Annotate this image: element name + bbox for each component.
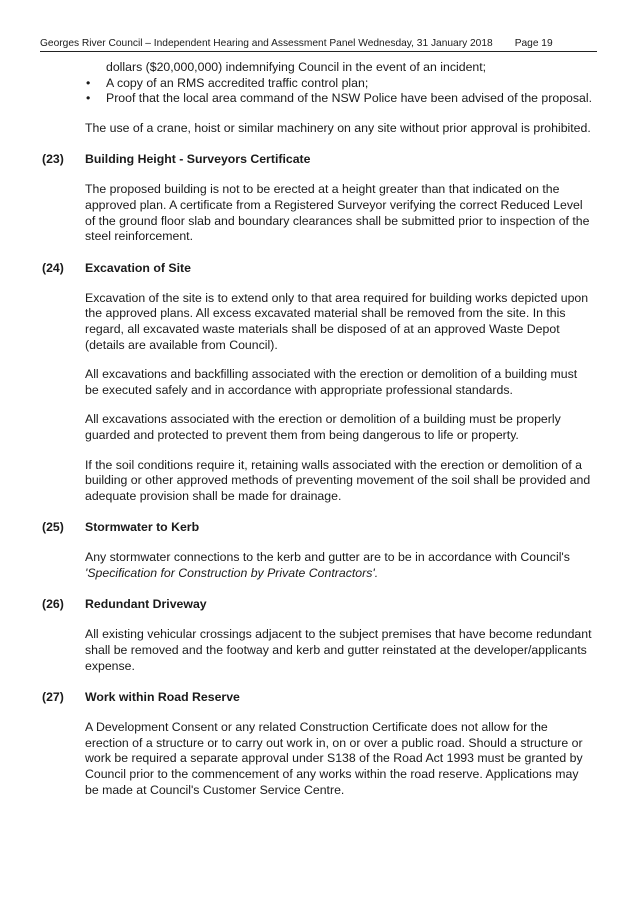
section-title: Redundant Driveway — [85, 597, 207, 612]
section-paragraph: All excavations associated with the erection or demolition of a building must be properly guarded and protected to prevent them from being dangerous to life or property. — [85, 412, 561, 442]
section-heading-23 — [42, 152, 592, 168]
section-title: Excavation of Site — [85, 260, 191, 275]
bullet-icon: • — [86, 75, 91, 90]
section-number: (27) — [42, 690, 64, 705]
section-paragraph: All excavations and backfilling associated with the erection or demolition of a building must be executed safely and in accordance with appropriate professional standards. — [85, 367, 578, 397]
section-title: Work within Road Reserve — [85, 690, 240, 705]
section-heading-24 — [42, 261, 592, 277]
crane-paragraph: The use of a crane, hoist or similar machinery on any site without prior approval is prohibited. — [85, 120, 591, 135]
page-number: Page 19 — [514, 38, 553, 49]
section-heading-27 — [42, 690, 592, 706]
specification-reference: 'Specification for Construction by Private Contractors'. — [85, 565, 379, 580]
section-paragraph: Any stormwater connections to the kerb and gutter are to be in accordance with Council's 'Specification for Construction by Private Contractors'. — [85, 550, 570, 580]
section-paragraph: Excavation of the site is to extend only to that area required for building works depicted upon the approved plans. All excess excavated material shall be removed from the site. In this regard, all excavated waste materials shall be disposed of at an approved Waste Depot (details are available from Council). — [85, 290, 589, 352]
section-title: Building Height - Surveyors Certificate — [85, 152, 311, 167]
bullet-icon: • — [86, 91, 91, 106]
section-heading-26 — [42, 597, 592, 613]
section-paragraph: A Development Consent or any related Construction Certificate does not allow for the erection of a structure or to carry out work in, on or over a public road. Should a structure or work be required a separate approval under S138 of the Road Act 1993 must be granted by Council prior to the commencement of any works within the road reserve. Applications may be made at Council's Customer Service Centre. — [85, 720, 583, 797]
section-number: (25) — [42, 520, 64, 535]
section-paragraph: If the soil conditions require it, retaining walls associated with the erection or demolition of a building or other approved methods of preventing movement of the soil shall be provided and adequate provision shall be made for drainage. — [85, 457, 591, 503]
section-heading-25 — [42, 520, 592, 536]
section-number: (23) — [42, 152, 64, 167]
list-item: • Proof that the local area command of the NSW Police have been advised of the proposal. — [86, 91, 593, 106]
header-text: Georges River Council – Independent Hearing and Assessment Panel Wednesday, 31 January 2018 — [40, 38, 493, 49]
section-paragraph: All existing vehicular crossings adjacent to the subject premises that have become redundant shall be removed and the footway and kerb and gutter reinstated at the developer/applicants expense. — [85, 627, 592, 673]
section-paragraph: The proposed building is not to be erected at a height greater than that indicated on the approved plan. A certificate from a Registered Surveyor verifying the correct Reduced Level of the ground floor slab and boundary clearances shall be submitted prior to inspection of the steel reinforcement. — [85, 182, 590, 244]
page-header — [40, 38, 597, 52]
section-number: (24) — [42, 260, 64, 275]
requirement-list — [85, 60, 592, 107]
list-item: • A copy of an RMS accredited traffic control plan; — [86, 75, 369, 90]
list-item-continued: dollars ($20,000,000) indemnifying Council in the event of an incident; — [106, 60, 487, 74]
section-title: Stormwater to Kerb — [85, 520, 200, 535]
section-number: (26) — [42, 597, 64, 612]
document-body — [42, 60, 592, 798]
